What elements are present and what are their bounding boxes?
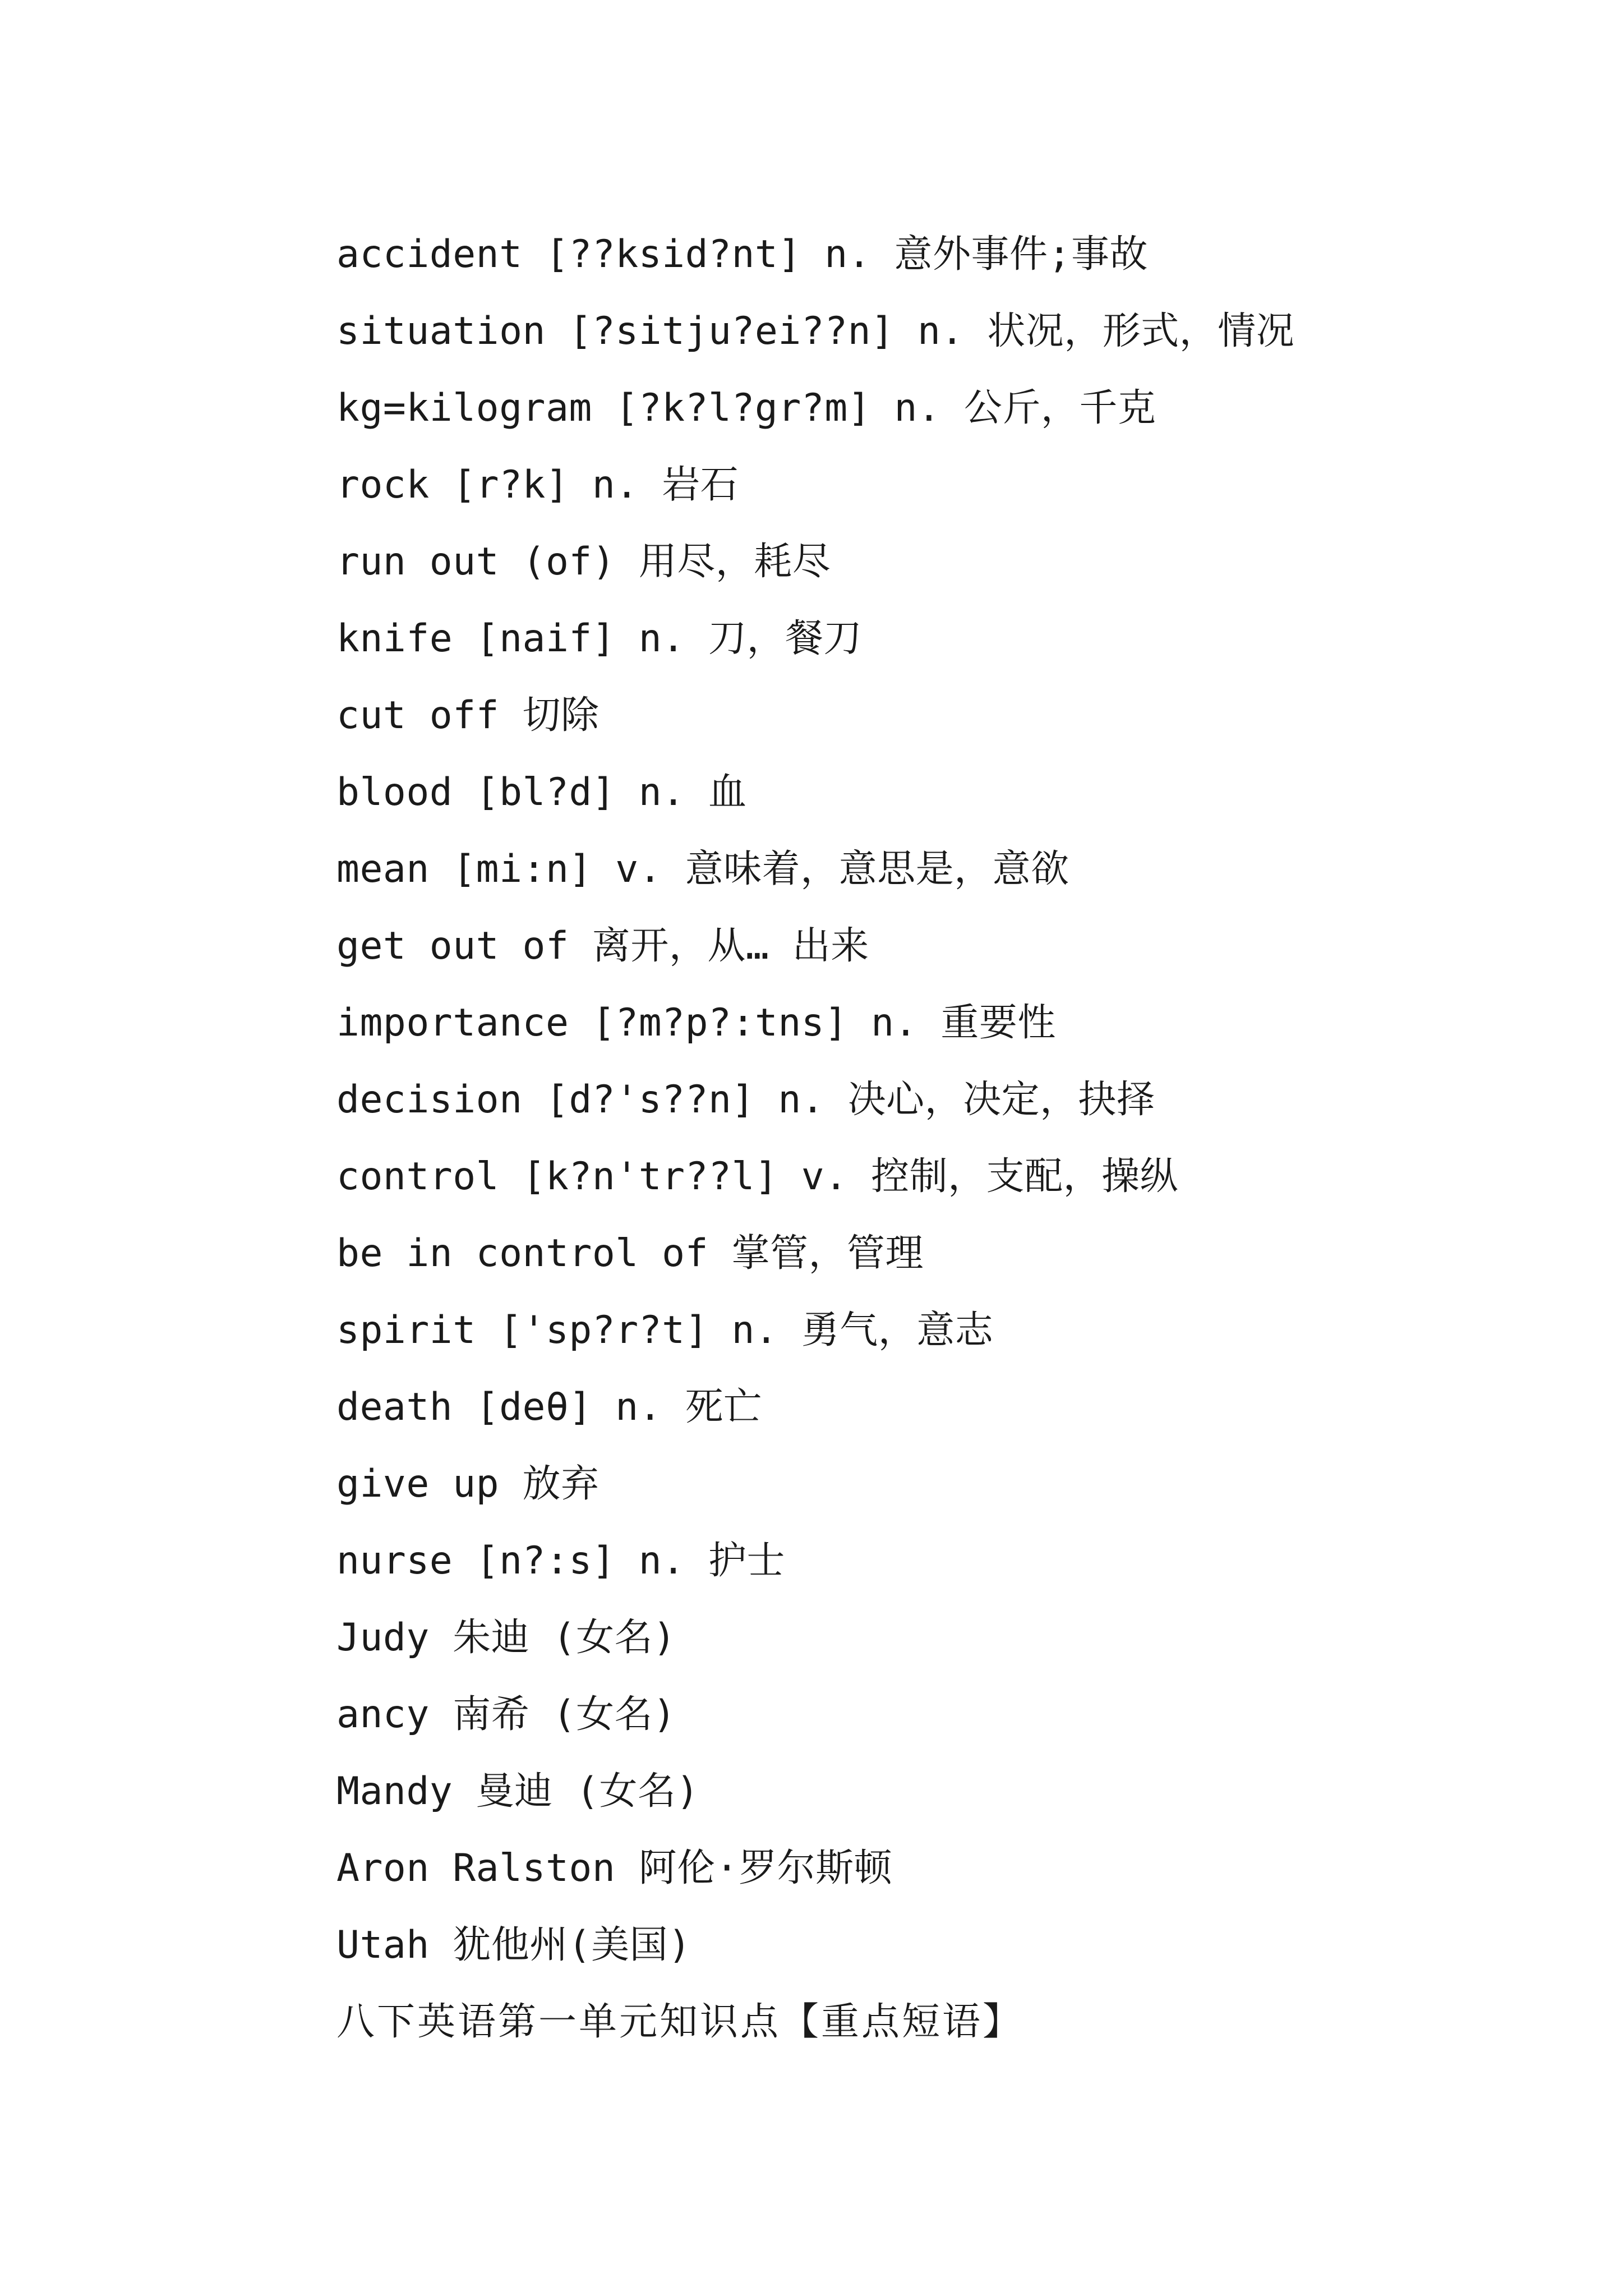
vocab-line-importance: importance [?m?p?:tns] n. 重要性 xyxy=(336,1000,1056,1045)
vocab-line-control: control [k?n'tr??l] v. 控制，支配，操纵 xyxy=(336,1154,1179,1199)
vocabulary-list xyxy=(336,216,1570,2060)
vocab-line-run-out-of: run out (of) 用尽，耗尽 xyxy=(336,539,831,584)
vocab-line-nurse: nurse [n?:s] n. 护士 xyxy=(336,1538,786,1583)
vocab-line-utah: Utah 犹他州(美国) xyxy=(336,1922,691,1967)
vocab-line-death: death [deθ] n. 死亡 xyxy=(336,1384,762,1429)
vocab-line-aron-ralston: Aron Ralston 阿伦·罗尔斯顿 xyxy=(336,1846,893,1890)
vocab-line-knife: knife [naif] n. 刀，餐刀 xyxy=(336,616,863,661)
vocab-line-rock: rock [r?k] n. 岩石 xyxy=(336,462,739,507)
vocab-line-get-out-of: get out of 离开，从… 出来 xyxy=(336,923,869,968)
vocab-line-kilogram: kg=kilogram [?k?l?gr?m] n. 公斤，千克 xyxy=(336,385,1156,430)
vocab-line-give-up: give up 放弃 xyxy=(336,1461,600,1506)
vocab-line-mandy: Mandy 曼迪 (女名) xyxy=(336,1769,699,1814)
vocab-line-accident: accident [??ksid?nt] n. 意外事件;事故 xyxy=(336,232,1148,277)
vocab-line-situation: situation [?sitju?ei??n] n. 状况，形式，情况 xyxy=(336,309,1295,353)
vocab-line-cut-off: cut off 切除 xyxy=(336,693,600,738)
vocab-line-decision: decision [d?'s??n] n. 决心，决定，抉择 xyxy=(336,1077,1155,1122)
vocab-line-blood: blood [bl?d] n. 血 xyxy=(336,770,747,815)
section-heading: 八下英语第一单元知识点【重点短语】 xyxy=(336,1999,1023,2044)
vocab-line-judy: Judy 朱迪 (女名) xyxy=(336,1615,676,1660)
vocab-line-spirit: spirit ['sp?r?t] n. 勇气，意志 xyxy=(336,1308,994,1352)
vocab-line-be-in-control-of: be in control of 掌管，管理 xyxy=(336,1231,924,1276)
vocab-line-ancy: ancy 南希 (女名) xyxy=(336,1692,676,1737)
vocab-line-mean: mean [mi:n] v. 意味着，意思是，意欲 xyxy=(336,846,1069,891)
